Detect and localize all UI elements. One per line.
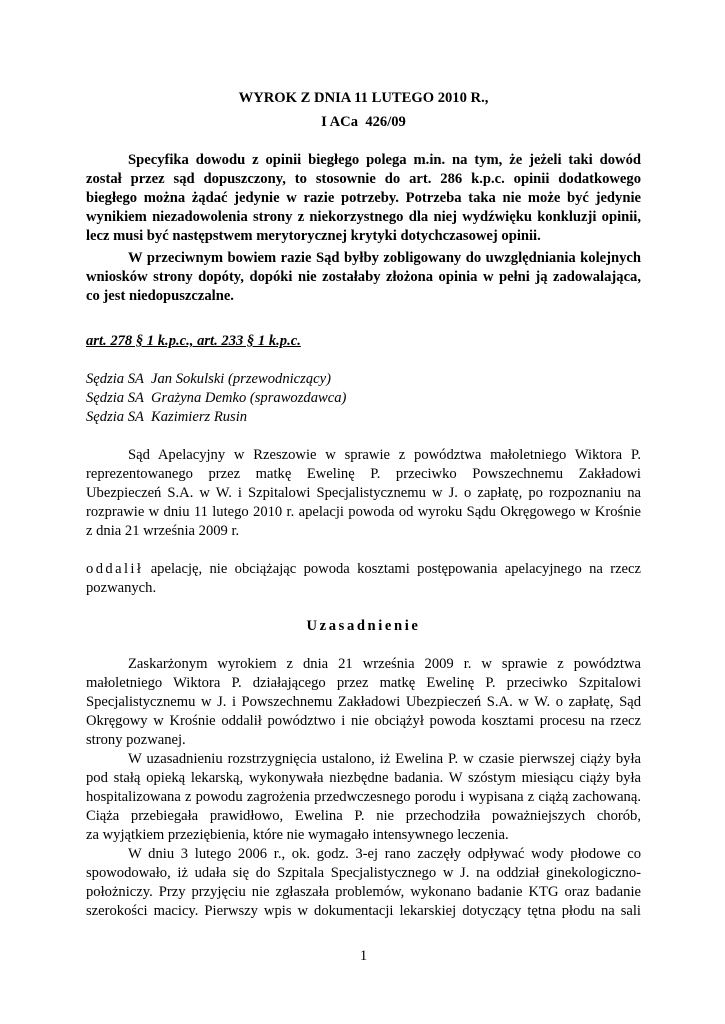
ruling-keyword: oddalił (86, 561, 144, 577)
document-page (86, 0, 641, 1024)
legal-basis: art. 278 § 1 k.p.c., art. 233 § 1 k.p.c. (86, 333, 301, 349)
text-line: małoletniego Wiktora P. działającego przez matkę Ewelinę P. przeciwko Szpitalowi (86, 675, 641, 691)
text-line: został przez sąd dopuszczony, to stosownie do art. 286 k.p.c. opinii dodatkowego (86, 171, 641, 187)
justification-paragraph-3 (86, 845, 641, 921)
ruling-paragraph (86, 560, 641, 598)
text-line: W dniu 3 lutego 2006 r., ok. godz. 3-ej rano zaczęły odpływać wody płodowe co (128, 846, 641, 862)
text-line: Ciąża przebiegała prawidłowo, Ewelina P. nie przechodziła poważniejszych chorób, (86, 808, 641, 824)
text-line: pod stałą opieką lekarską, wykonywała niezbędne badania. W szóstym miesiącu ciąży była (86, 770, 641, 786)
text-line: szerokości macicy. Pierwszy wpis w dokumentacji lekarskiej dotyczący tętna płodu na sali (86, 903, 641, 919)
justification-paragraph-2 (86, 750, 641, 845)
text-line (86, 560, 641, 579)
text-line: biegłego można żądać jedynie w razie potrzeby. Potrzeba taka nie może być jedynie (86, 190, 641, 206)
text-line: Okręgowy w Krośnie oddalił powództwo i nie obciążył powoda kosztami procesu na rzecz (86, 713, 641, 729)
text-line: rozprawie w dniu 11 lutego 2010 r. apelacji powoda od wyroku Sądu Okręgowego w Krośnie (86, 504, 641, 520)
justification-paragraph-1 (86, 655, 641, 750)
text-line: W uzasadnieniu rozstrzygnięcia ustalono, iż Ewelina P. w czasie pierwszej ciąży była (128, 751, 641, 767)
justification-heading: Uzasadnienie (306, 618, 421, 634)
text-line: wniosków strony dopóty, dopóki nie zostałaby złożona opinia w pełni ją zadowalająca, (86, 269, 641, 285)
thesis-paragraph-2 (86, 249, 641, 306)
text-line: hospitalizowana z powodu zagrożenia przedwczesnego porodu i wypisana z ciążą zachowaną. (86, 789, 641, 805)
judge-member: Sędzia SA Kazimierz Rusin (86, 409, 248, 425)
text-line: reprezentowanego przez matkę Ewelinę P. przeciwko Powszechnemu Zakładowi (86, 466, 641, 482)
text-line: za wyjątkiem przeziębienia, które nie wymagało intensywnego leczenia. (86, 827, 509, 843)
thesis-paragraph-1 (86, 151, 641, 246)
text-line: W przeciwnym bowiem razie Sąd byłby zobligowany do uwzględniania kolejnych (128, 250, 641, 266)
text-line: wynikiem niezadowolenia strony z niekorzystnego dla niej wydźwięku konkluzji opinii, (86, 209, 641, 225)
text-line: spowodowało, iż udała się do Szpitala Specjalistycznego w J. na oddział ginekologiczno- (86, 865, 641, 881)
text-line: strony pozwanej. (86, 732, 186, 748)
text-line: lecz musi być następstwem merytorycznej krytyki dotychczasowej opinii. (86, 228, 541, 244)
text-line: Specjalistycznemu w J. i Powszechnemu Zakładowi Ubezpieczeń S.A. w W. o zapłatę, Sąd (86, 694, 641, 710)
case-number: I ACa 426/09 (321, 114, 406, 130)
text-line: Specyfika dowodu z opinii biegłego polega m.in. na tym, że jeżeli taki dowód (128, 152, 641, 168)
text-line: Sąd Apelacyjny w Rzeszowie w sprawie z powództwa małoletniego Wiktora P. (128, 447, 641, 463)
text-line: Ubezpieczeń S.A. w W. i Szpitalowi Specjalistycznemu w J. o zapłatę, po rozpoznaniu na (86, 485, 641, 501)
text-line: z dnia 21 września 2009 r. (86, 523, 240, 539)
text-line: pozwanych. (86, 580, 157, 596)
text-line: co jest niedopuszczalne. (86, 288, 234, 304)
judge-presiding: Sędzia SA Jan Sokulski (przewodniczący) (86, 371, 331, 387)
judgment-title: WYROK Z DNIA 11 LUTEGO 2010 R., (238, 90, 489, 106)
page-number: 1 (359, 948, 368, 964)
text-line: Zaskarżonym wyrokiem z dnia 21 września 2009 r. w sprawie z powództwa (128, 656, 641, 672)
judge-rapporteur: Sędzia SA Grażyna Demko (sprawozdawca) (86, 390, 347, 406)
intro-paragraph (86, 446, 641, 541)
ruling-text: apelację, nie obciążając powoda kosztami postępowania apelacyjnego na rzecz (143, 561, 641, 577)
text-line: położniczy. Przy przyjęciu nie zgłaszała problemów, wykonano badanie KTG oraz badanie (86, 884, 641, 900)
